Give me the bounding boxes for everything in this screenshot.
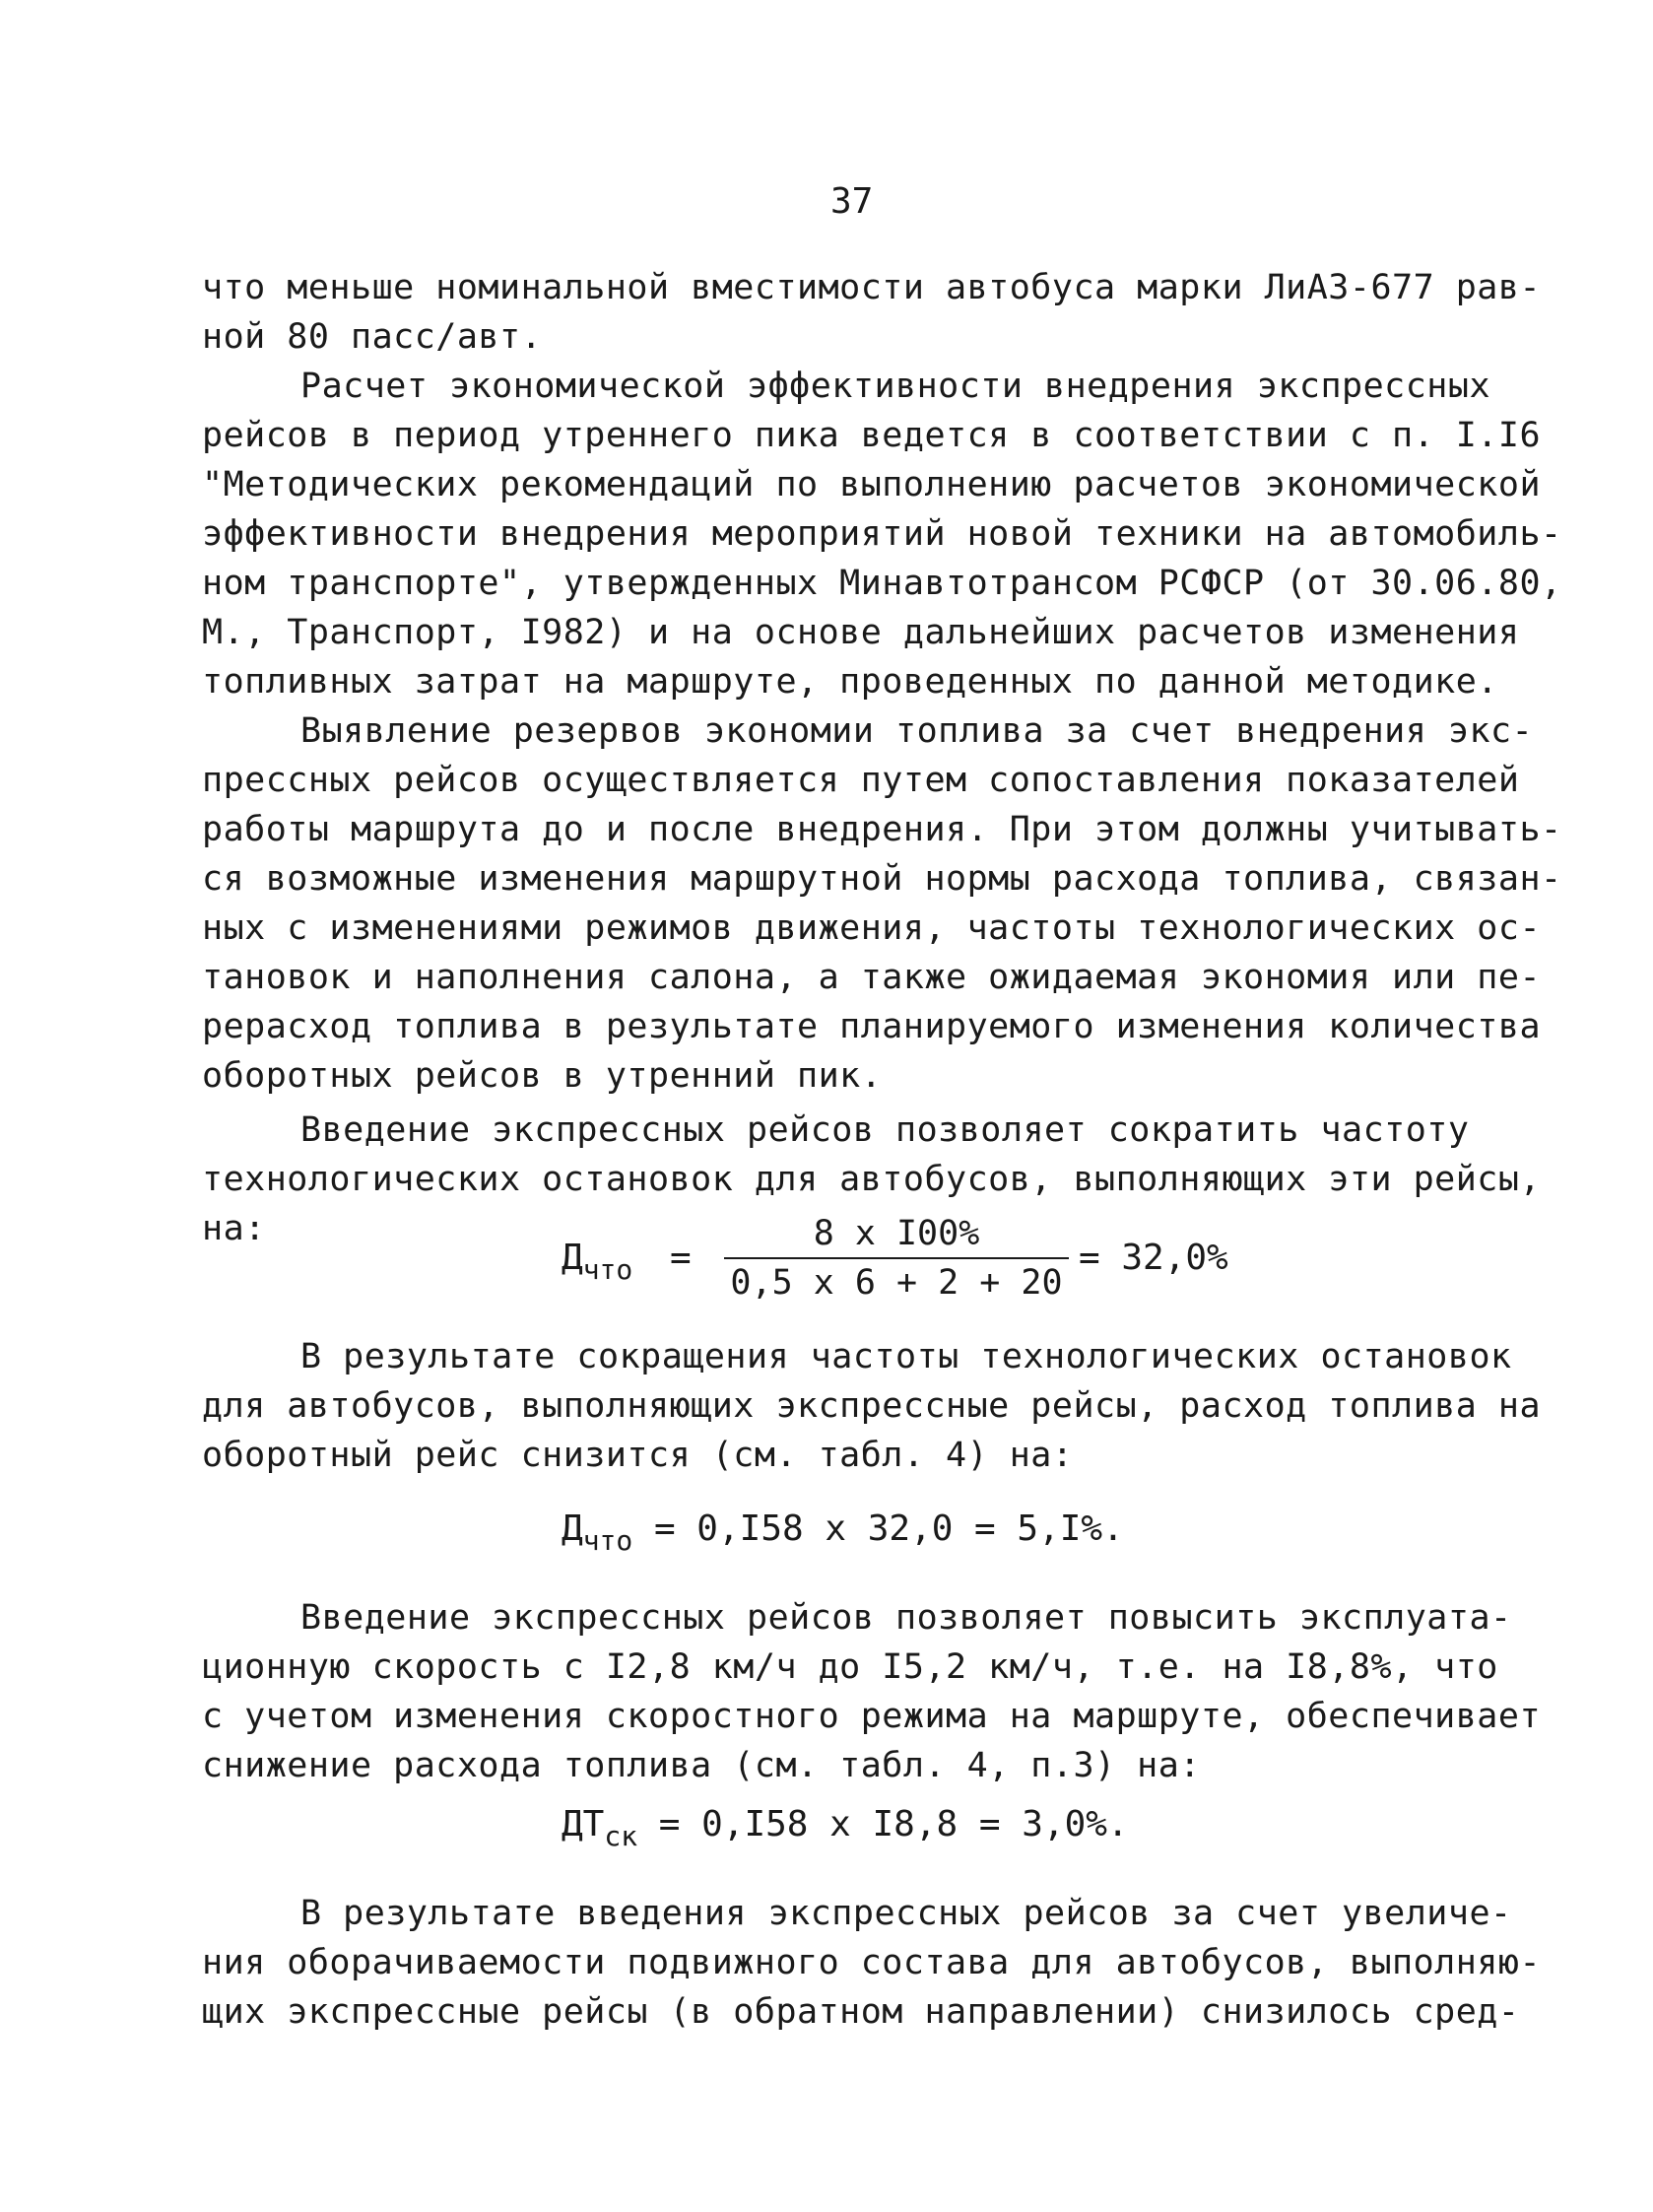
formula-fraction xyxy=(724,1214,1069,1303)
text-line: Введение экспрессных рейсов позволяет сократить частоту xyxy=(300,1110,1470,1150)
text-line: В результате введения экспрессных рейсов за счет увеличе- xyxy=(300,1894,1512,1933)
text-line: рерасход топлива в результате планируемого изменения количества xyxy=(202,1007,1542,1046)
formula-2: $Д_{что} = 0,I58$ х 32,0 = 5,I%. xyxy=(562,1508,1124,1557)
text-line: ся возможные изменения маршрутной нормы расхода топлива, связан- xyxy=(202,859,1562,899)
text-line: для автобусов, выполняющих экспрессные рейсы, расход топлива на xyxy=(202,1386,1542,1426)
text-line: технологических остановок для автобусов, выполняющих эти рейсы, xyxy=(202,1160,1542,1199)
text-line: работы маршрута до и после внедрения. При этом должны учитывать- xyxy=(202,810,1562,849)
text-line: топливных затрат на маршруте, проведенных по данной методике. xyxy=(202,662,1498,702)
text-line: "Методических рекомендаций по выполнению расчетов экономической xyxy=(202,465,1542,504)
formula-result: = 32,0% xyxy=(1079,1238,1228,1278)
formula-3: $ДТ_{ск} = 0,I58$ х I8,8 = 3,0%. xyxy=(562,1804,1129,1852)
text-line: прессных рейсов осуществляется путем сопоставления показателей xyxy=(202,761,1520,800)
text-line: Расчет экономической эффективности внедрения экспрессных xyxy=(300,367,1491,406)
text-line: на: xyxy=(202,1209,266,1248)
formula-equals: = xyxy=(670,1238,692,1278)
text-line: оборотных рейсов в утренний пик. xyxy=(202,1056,883,1096)
text-line: ных с изменениями режимов движения, частоты технологических ос- xyxy=(202,908,1542,948)
text-line: Выявление резервов экономии топлива за счет внедрения экс- xyxy=(300,711,1534,751)
formula-lhs: $Д_{что}$ xyxy=(562,1238,633,1286)
text-line: ционную скорость с I2,8 км/ч до I5,2 км/ч, т.е. на I8,8%, что xyxy=(202,1647,1498,1687)
text-line: с учетом изменения скоростного режима на маршруте, обеспечивает xyxy=(202,1697,1542,1736)
text-line: щих экспрессные рейсы (в обратном направлении) снизилось сред- xyxy=(202,1992,1520,2032)
text-line: снижение расхода топлива (см. табл. 4, п.3) на: xyxy=(202,1746,1201,1785)
text-line: В результате сокращения частоты технологических остановок xyxy=(300,1337,1512,1376)
text-line: что меньше номинальной вместимости автобуса марки ЛиАЗ-677 рав- xyxy=(202,268,1542,307)
text-line: ной 80 пасс/авт. xyxy=(202,317,543,357)
text-line: тановок и наполнения салона, а также ожидаемая экономия или пе- xyxy=(202,958,1542,997)
text-line: оборотный рейс снизится (см. табл. 4) на: xyxy=(202,1436,1074,1475)
text-line: Введение экспрессных рейсов позволяет повысить эксплуата- xyxy=(300,1598,1512,1638)
fraction-numerator: 8 х I00% xyxy=(724,1214,1069,1259)
page-number: 37 xyxy=(830,181,874,222)
text-line: эффективности внедрения мероприятий новой техники на автомобиль- xyxy=(202,514,1562,554)
text-line: ном транспорте", утвержденных Минавтотрансом РСФСР (от 30.06.80, xyxy=(202,564,1562,603)
text-line: ния оборачиваемости подвижного состава для автобусов, выполняю- xyxy=(202,1943,1542,1982)
text-line: рейсов в период утреннего пика ведется в соответствии с п. I.I6 xyxy=(202,416,1542,455)
fraction-denominator: 0,5 х 6 + 2 + 20 xyxy=(730,1263,1063,1303)
text-line: М., Транспорт, I982) и на основе дальнейших расчетов изменения xyxy=(202,613,1520,652)
